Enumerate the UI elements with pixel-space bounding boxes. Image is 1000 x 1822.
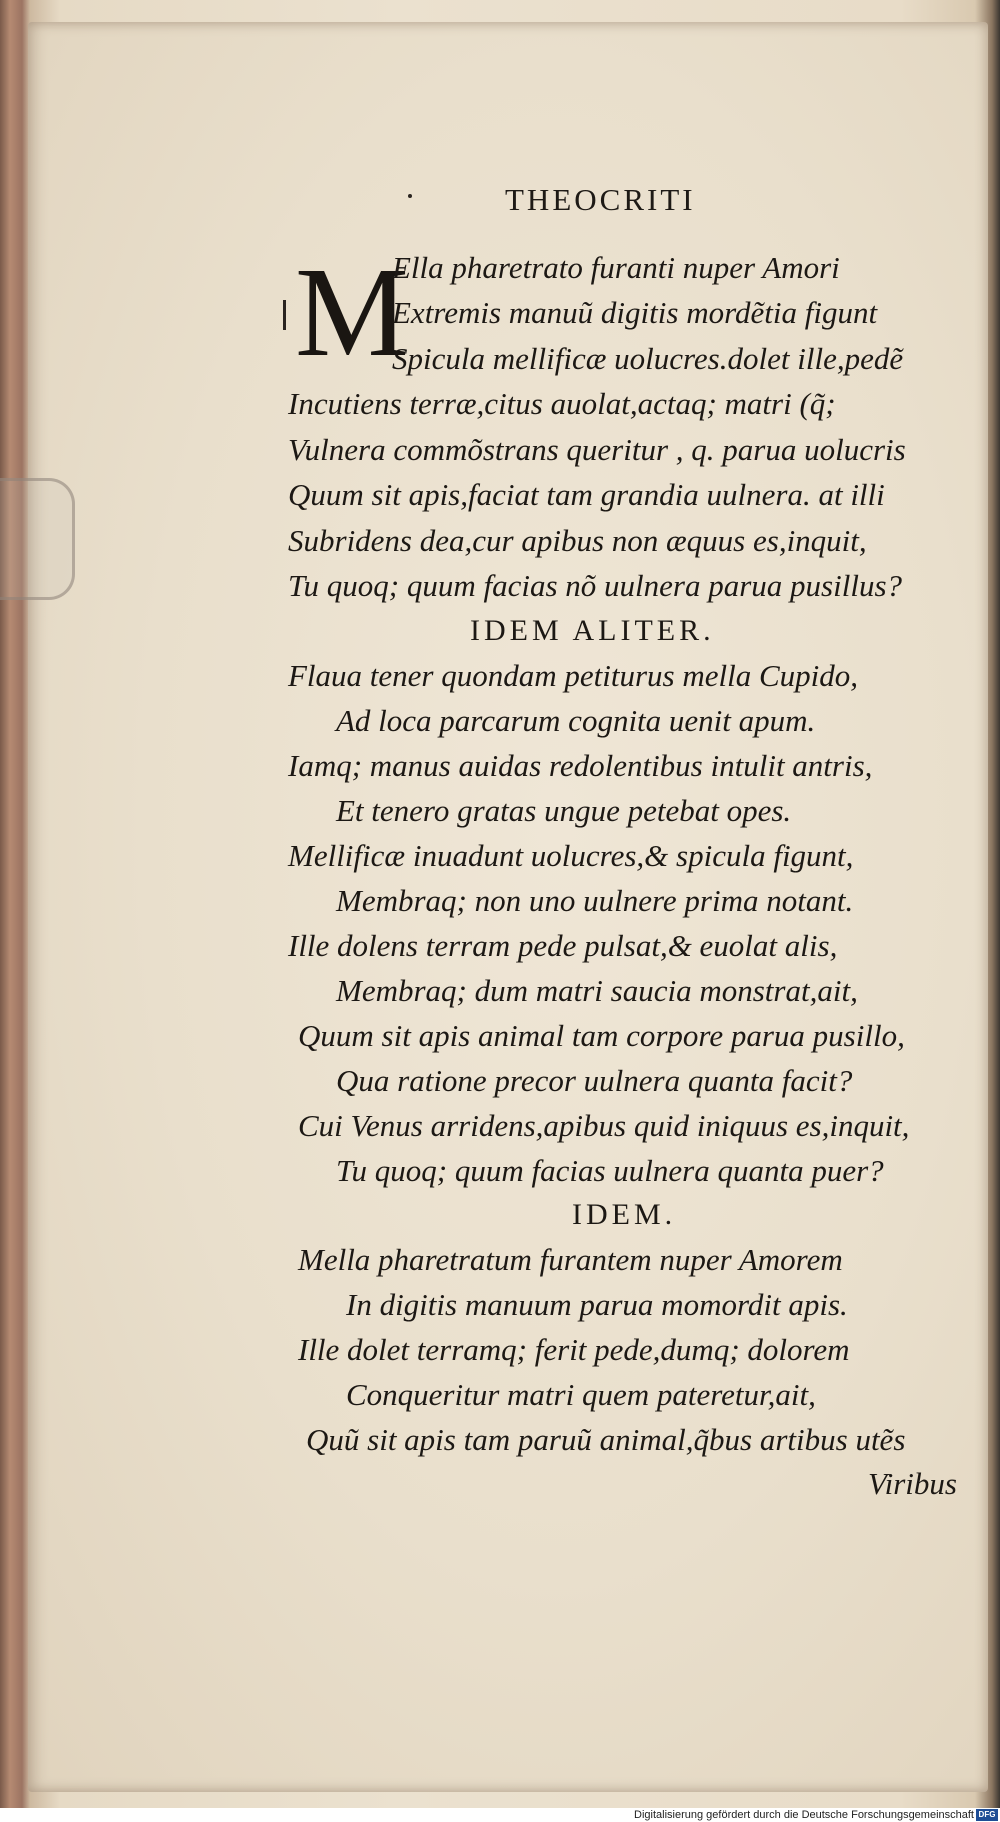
section-heading: IDEM. — [572, 1198, 677, 1231]
poem-line: Conqueritur matri quem pateretur,ait, — [346, 1377, 816, 1412]
running-head: THEOCRITI — [505, 182, 696, 217]
poem-line: Incutiens terræ,citus auolat,actaq; matri (q̃; — [288, 386, 836, 421]
poem-line: Quum sit apis,faciat tam grandia uulnera. at illi — [288, 477, 885, 512]
poem-line: Flaua tener quondam petiturus mella Cupido, — [288, 658, 859, 693]
dfg-logo: DFG — [976, 1809, 998, 1821]
poem-line: Mellificæ inuadunt uolucres,& spicula figunt, — [288, 838, 854, 873]
poem-line: Mella pharetratum furantem nuper Amorem — [298, 1242, 843, 1277]
poem-line: Qua ratione precor uulnera quanta facit? — [336, 1063, 853, 1098]
poem-line: Iamq; manus auidas redolentibus intulit antris, — [288, 748, 873, 783]
page-clasp — [0, 478, 75, 600]
poem-line: Cui Venus arridens,apibus quid iniquus es,inquit, — [298, 1108, 910, 1143]
drop-capital: M — [295, 241, 409, 383]
poem-line: Et tenero gratas ungue petebat opes. — [336, 793, 792, 828]
poem-line: Ella pharetrato furanti nuper Amori — [392, 250, 840, 285]
poem-line: Extremis manuũ digitis mordẽtia figunt — [392, 295, 878, 330]
poem-line: Ille dolet terramq; ferit pede,dumq; dolorem — [298, 1332, 850, 1367]
poem-line: Membraq; non uno uulnere prima notant. — [336, 883, 854, 918]
poem-line: Tu quoq; quum facias uulnera quanta puer? — [336, 1153, 884, 1188]
poem-line: Ille dolens terram pede pulsat,& euolat alis, — [288, 928, 838, 963]
poem-line: Ad loca parcarum cognita uenit apum. — [336, 703, 816, 738]
ornament-dot — [408, 194, 412, 198]
poem-line: Subridens dea,cur apibus non æquus es,inquit, — [288, 523, 867, 558]
poem-line: Vulnera commõstrans queritur , q. parua uolucris — [288, 432, 906, 467]
poem-line: Spicula mellificæ uolucres.dolet ille,pedẽ — [392, 341, 904, 376]
poem-line: Quũ sit apis tam paruũ animal,q̃bus artibus utẽs — [306, 1422, 906, 1457]
poem-line: Quum sit apis animal tam corpore parua pusillo, — [298, 1018, 905, 1053]
digitization-credit: Digitalisierung gefördert durch die Deutsche Forschungsgemeinschaft — [634, 1809, 974, 1821]
poem-line: Membraq; dum matri saucia monstrat,ait, — [336, 973, 858, 1008]
poem-line: In digitis manuum parua momordit apis. — [346, 1287, 848, 1322]
section-heading: IDEM ALITER. — [470, 614, 715, 647]
poem-line: Tu quoq; quum facias nõ uulnera parua pusillus? — [288, 568, 903, 603]
margin-mark — [283, 300, 286, 330]
catchword: Viribus — [868, 1466, 957, 1501]
